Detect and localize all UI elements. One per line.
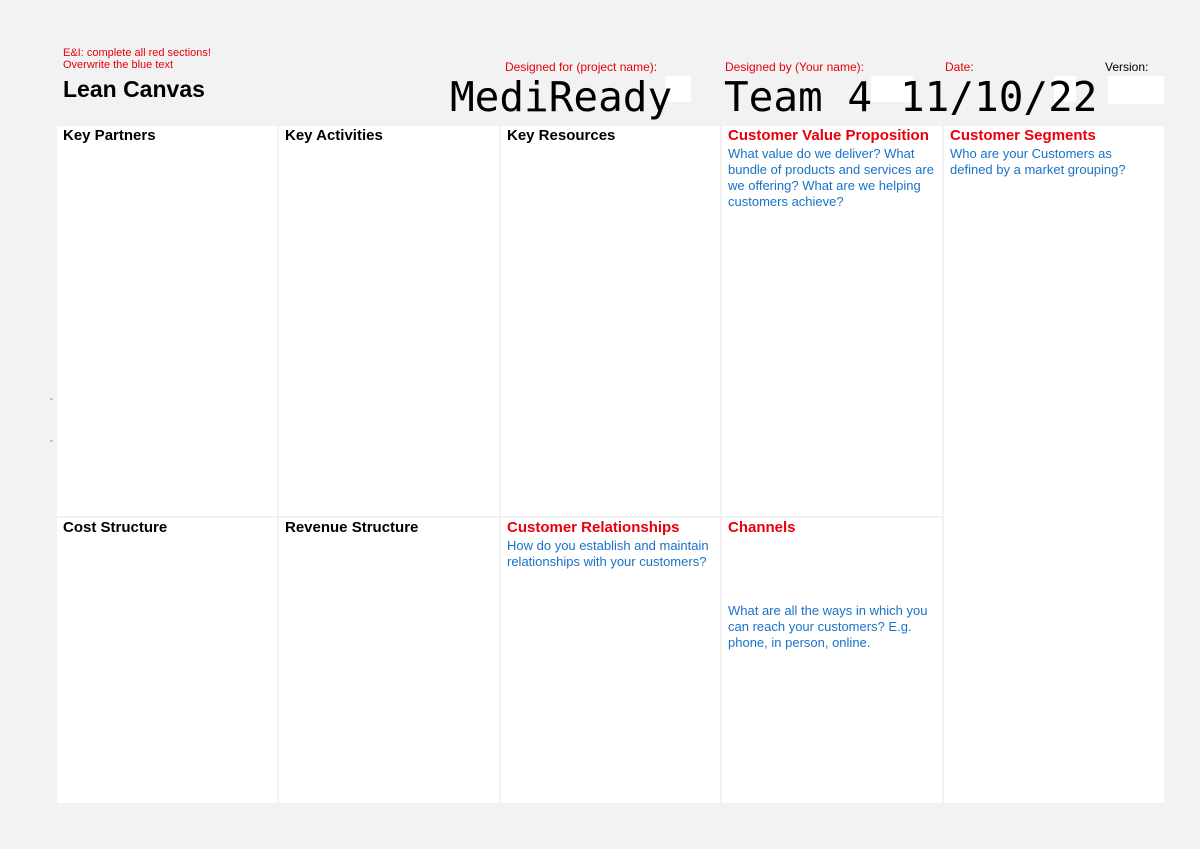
designer-name-input[interactable]: Team 4 <box>724 73 873 121</box>
instruction-complete-red: E&I: complete all red sections! <box>63 47 211 59</box>
version-label: Version: <box>1105 60 1149 74</box>
key-partners-title: Key Partners <box>63 127 156 144</box>
revenue-structure-title: Revenue Structure <box>285 519 419 536</box>
cost-structure-title: Cost Structure <box>63 519 168 536</box>
project-name-input[interactable]: MediReady <box>450 73 673 121</box>
customer-segments-title: Customer Segments <box>950 127 1096 144</box>
margin-tick <box>50 440 53 442</box>
channels-section[interactable] <box>722 518 942 803</box>
value-proposition-title: Customer Value Proposition <box>728 127 929 144</box>
key-activities-title: Key Activities <box>285 127 383 144</box>
margin-tick <box>50 398 53 400</box>
customer-relationships-section[interactable] <box>501 518 720 803</box>
date-label: Date: <box>945 60 974 74</box>
instruction-overwrite-blue: Overwrite the blue text <box>63 59 174 71</box>
designed-for-label: Designed for (project name): <box>505 60 658 74</box>
key-resources-section[interactable] <box>501 126 720 516</box>
channels-title: Channels <box>728 519 796 536</box>
key-partners-section[interactable] <box>57 126 277 516</box>
value-proposition-section[interactable] <box>722 126 942 516</box>
key-resources-title: Key Resources <box>507 127 616 144</box>
value-proposition-description[interactable]: What value do we deliver? What bundle of products and services are we offering? What are we helping customers achieve? <box>728 146 934 209</box>
cost-structure-section[interactable] <box>57 518 277 803</box>
page-title: Lean Canvas <box>63 76 205 102</box>
customer-segments-description[interactable]: Who are your Customers as defined by a market grouping? <box>950 146 1126 177</box>
channels-description[interactable]: What are all the ways in which you can reach your customers? E.g. phone, in person, online. <box>728 603 928 650</box>
revenue-structure-section[interactable] <box>279 518 499 803</box>
date-input[interactable]: 11/10/22 <box>900 73 1098 121</box>
customer-relationships-description[interactable]: How do you establish and maintain relationships with your customers? <box>507 538 709 569</box>
version-input[interactable] <box>1108 76 1164 104</box>
customer-relationships-title: Customer Relationships <box>507 519 680 536</box>
designed-by-label: Designed by (Your name): <box>725 60 864 74</box>
key-activities-section[interactable] <box>279 126 499 516</box>
customer-segments-section[interactable] <box>944 126 1164 803</box>
